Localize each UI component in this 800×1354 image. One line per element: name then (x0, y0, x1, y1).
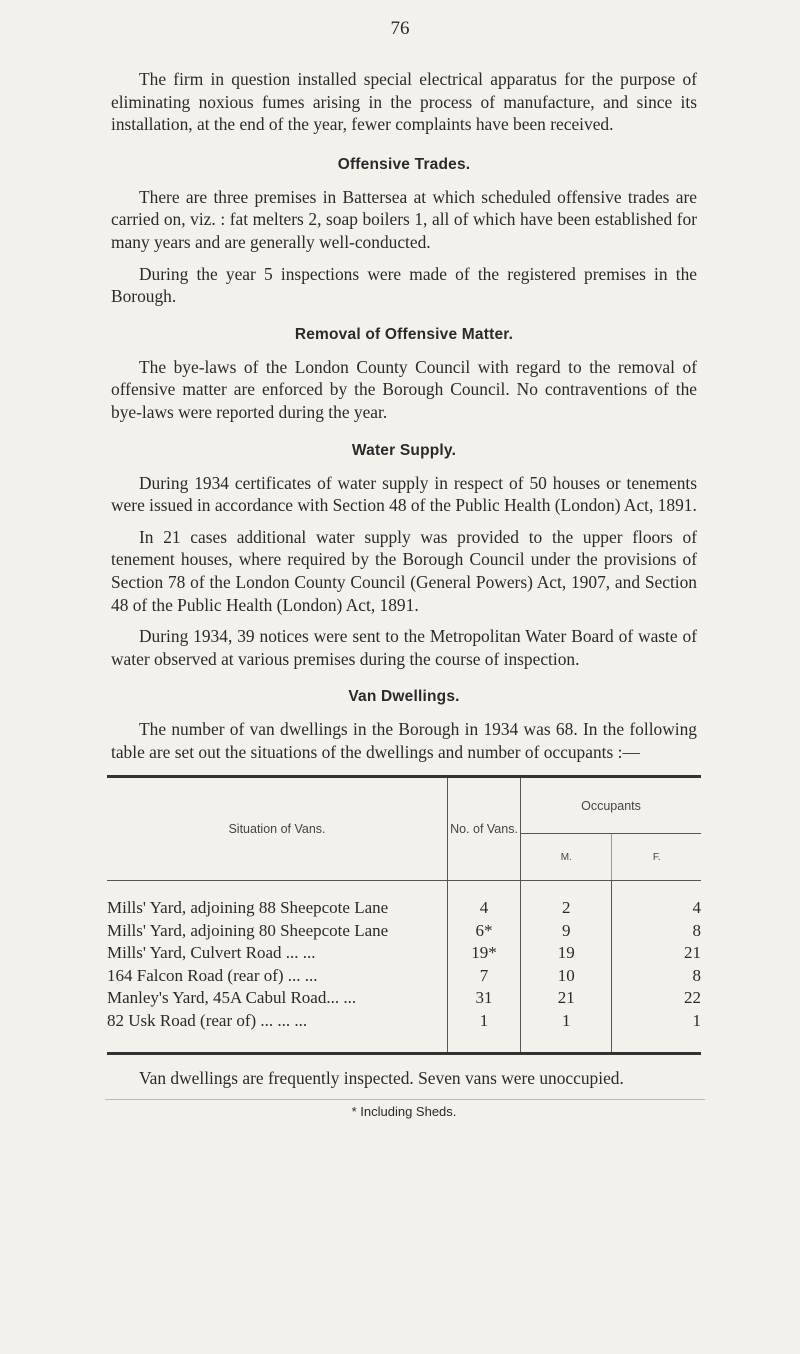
cell-male: 1 (521, 1010, 612, 1033)
cell-vans: 31 (448, 987, 521, 1010)
page-number: 76 (390, 18, 410, 39)
table-row (107, 1010, 701, 1033)
van-dwellings-intro: The number of van dwellings in the Borough in 1934 was 68. In the following table are set out the situations of the dwellings and number of occupants :— (111, 719, 697, 762)
table-row (107, 965, 701, 988)
cell-vans: 1 (448, 1010, 521, 1033)
water-supply-paragraph: During 1934, 39 notices were sent to the Metropolitan Water Board of waste of water observed at various premises during the course of inspection. (111, 626, 697, 669)
cell-situation: 164 Falcon Road (rear of) ... ... (107, 965, 318, 985)
van-dwellings-table (107, 775, 701, 1055)
col-header-no-of-vans: No. of Vans. (448, 777, 521, 881)
cell-female: 8 (612, 920, 701, 943)
table-row (107, 920, 701, 943)
col-header-male: M. (521, 833, 612, 881)
cell-situation: Mills' Yard, Culvert Road ... ... (107, 943, 316, 963)
footnote-divider (105, 1099, 705, 1100)
footnote: * Including Sheds. (351, 1104, 457, 1120)
cell-vans: 4 (448, 897, 521, 920)
removal-heading: Removal of Offensive Matter. (294, 325, 514, 343)
page-content (107, 68, 701, 1120)
cell-situation: Mills' Yard, adjoining 80 Sheepcote Lane (107, 920, 389, 940)
table-row (107, 897, 701, 920)
cell-vans: 7 (448, 965, 521, 988)
water-supply-heading: Water Supply. (351, 441, 457, 459)
col-header-situation: Situation of Vans. (107, 777, 448, 881)
cell-female: 22 (612, 987, 701, 1010)
offensive-trades-paragraph: During the year 5 inspections were made of the registered premises in the Borough. (111, 263, 697, 307)
van-dwellings-note: Van dwellings are frequently inspected. Seven vans were unoccupied. (139, 1068, 624, 1089)
cell-vans: 6* (448, 920, 521, 943)
cell-male: 19 (521, 942, 612, 965)
cell-female: 21 (612, 942, 701, 965)
cell-situation: 82 Usk Road (rear of) ... ... ... (107, 1010, 308, 1030)
cell-female: 1 (612, 1010, 701, 1033)
van-dwellings-heading: Van Dwellings. (348, 688, 460, 706)
removal-paragraph: The bye-laws of the London County Council with regard to the removal of offensive matter are enforced by the Borough Council. No contraventions of the bye-laws were reported during the year. (111, 356, 697, 422)
intro-paragraph: The firm in question installed special electrical apparatus for the purpose of eliminating noxious fumes arising in the process of manufacture, and since its installation, at the end of the year, fewer complaints have been received. (111, 69, 697, 135)
cell-vans: 19* (448, 942, 521, 965)
table-row (107, 987, 701, 1010)
offensive-trades-paragraph: There are three premises in Battersea at which scheduled offensive trades are carried on, viz. : fat melters 2, soap boilers 1, all of which have been established for many years and are generally well-conducted. (111, 186, 697, 252)
cell-male: 2 (521, 897, 612, 920)
cell-male: 21 (521, 987, 612, 1010)
cell-male: 10 (521, 965, 612, 988)
cell-male: 9 (521, 920, 612, 943)
water-supply-paragraph: In 21 cases additional water supply was provided to the upper floors of tenement houses, where required by the Borough Council under the provisions of Section 78 of the London County Council (General Powers) Act, 1907, and Section 48 of the Public Health (London) Act, 1891. (111, 526, 697, 615)
col-header-occupants: Occupants (521, 777, 702, 833)
cell-situation: Manley's Yard, 45A Cabul Road... ... (107, 988, 357, 1008)
offensive-trades-heading: Offensive Trades. (337, 155, 471, 173)
cell-female: 4 (612, 897, 701, 920)
col-header-female: F. (612, 833, 701, 881)
cell-female: 8 (612, 965, 701, 988)
table-row (107, 942, 701, 965)
water-supply-paragraph: During 1934 certificates of water supply in respect of 50 houses or tenements were issued in accordance with Section 48 of the Public Health (London) Act, 1891. (111, 472, 697, 516)
cell-situation: Mills' Yard, adjoining 88 Sheepcote Lane (107, 898, 389, 918)
